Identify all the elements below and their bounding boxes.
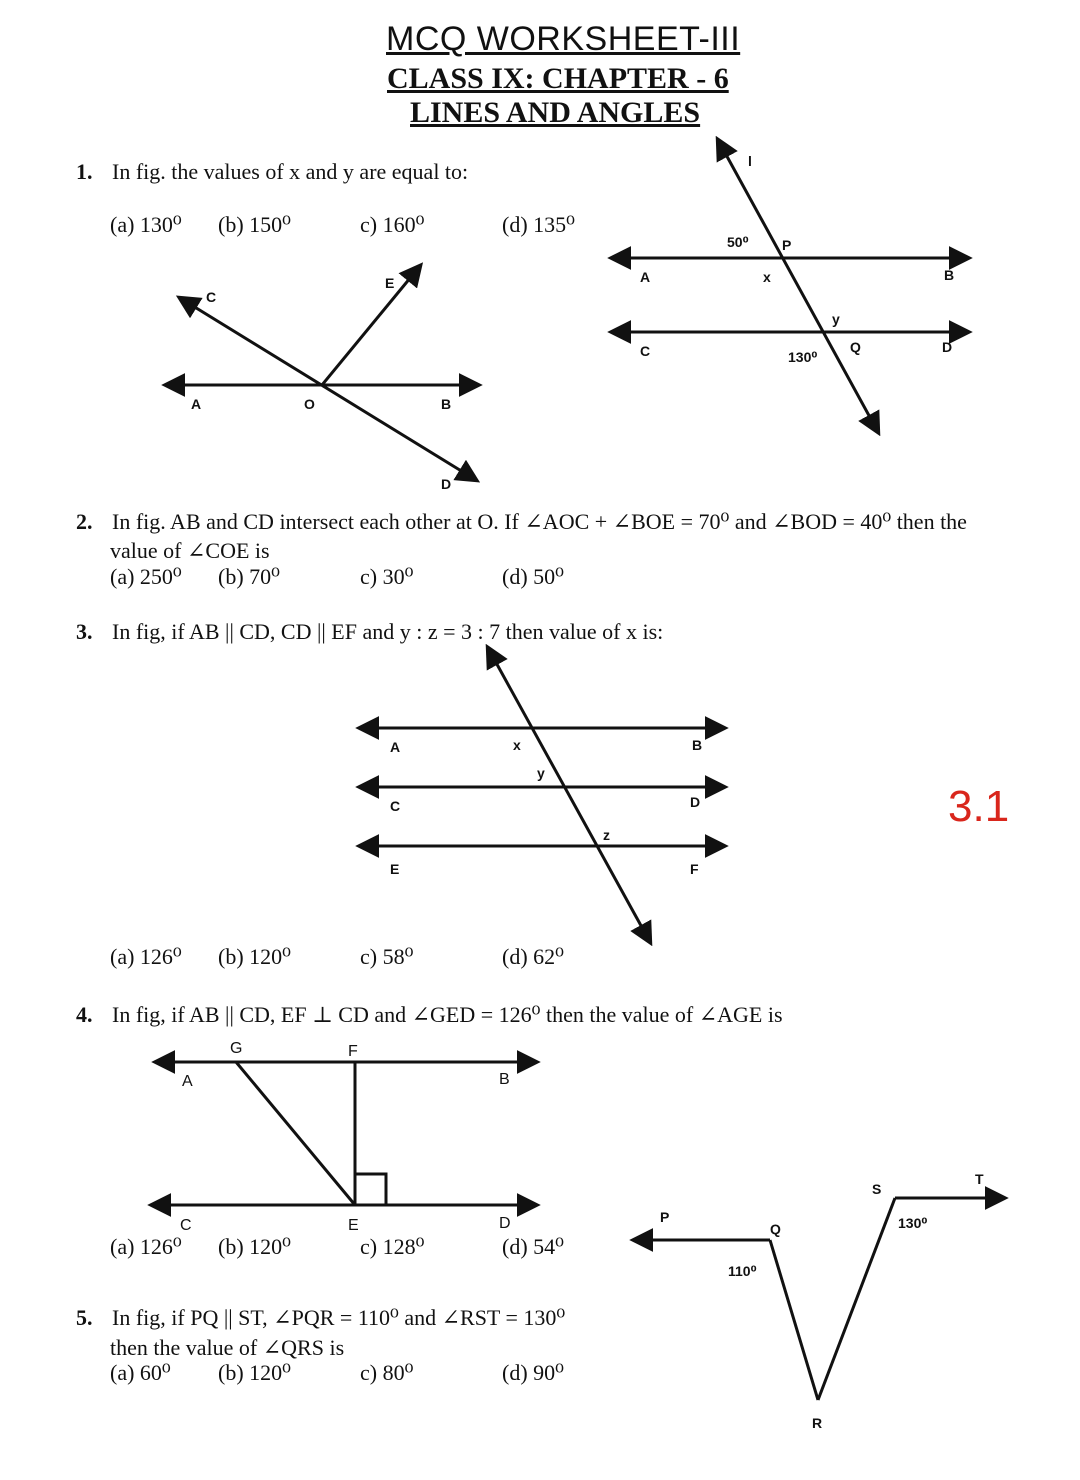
label-e: E: [390, 861, 400, 877]
topic-title: LINES AND ANGLES: [410, 96, 701, 129]
label-b: B: [441, 396, 452, 412]
question-number: 1.: [76, 159, 93, 184]
label-o: O: [304, 396, 315, 412]
label-a: A: [640, 269, 651, 285]
label-d: D: [942, 339, 953, 355]
label-e: E: [385, 275, 395, 291]
label-r: R: [812, 1415, 823, 1431]
label-f: F: [690, 861, 699, 877]
label-d: D: [499, 1215, 511, 1232]
label-a: A: [191, 396, 202, 412]
label-l: l: [748, 153, 752, 169]
worksheet-title: MCQ WORKSHEET-III: [386, 20, 741, 58]
question-text: In fig, if PQ || ST, ∠PQR = 110⁰ and ∠RST = 130⁰: [112, 1305, 566, 1330]
label-b: B: [499, 1071, 510, 1088]
option-a: (a) 126⁰: [110, 1234, 182, 1259]
option-a: (a) 130⁰: [110, 212, 182, 237]
option-c: c) 30⁰: [360, 564, 414, 589]
option-b: (b) 120⁰: [218, 1234, 291, 1259]
right-angle-mark: [355, 1174, 386, 1205]
option-c: c) 128⁰: [360, 1234, 425, 1259]
question-text: In fig. the values of x and y are equal to:: [112, 159, 469, 184]
figure-4: [152, 1062, 536, 1205]
option-a: (a) 250⁰: [110, 564, 182, 589]
option-d: (d) 135⁰: [502, 212, 575, 237]
figure-3: [360, 648, 724, 942]
label-y: y: [537, 765, 545, 781]
chapter-title: CLASS IX: CHAPTER - 6: [387, 62, 729, 95]
question-number: 3.: [76, 619, 93, 644]
label-d: D: [690, 794, 701, 810]
option-b: (b) 120⁰: [218, 1360, 291, 1385]
transversal-l: [718, 140, 878, 432]
option-c: c) 80⁰: [360, 1360, 414, 1385]
segment-ge: [236, 1062, 355, 1205]
label-a: A: [390, 739, 401, 755]
option-d: (d) 62⁰: [502, 944, 564, 969]
option-d: (d) 54⁰: [502, 1234, 564, 1259]
question-text: In fig. AB and CD intersect each other at O. If ∠AOC + ∠BOE = 70⁰ and ∠BOD = 40⁰ then the: [112, 509, 967, 534]
label-s: S: [872, 1181, 882, 1197]
label-c: C: [206, 289, 217, 305]
label-angle-50: 50⁰: [727, 234, 749, 250]
label-p: P: [782, 237, 792, 253]
label-t: T: [975, 1171, 984, 1187]
question-number: 5.: [76, 1305, 93, 1330]
option-a: (a) 126⁰: [110, 944, 182, 969]
option-b: (b) 120⁰: [218, 944, 291, 969]
label-y: y: [832, 311, 840, 327]
label-q: Q: [770, 1221, 781, 1237]
label-q: Q: [850, 339, 861, 355]
option-d: (d) 90⁰: [502, 1360, 564, 1385]
question-text-cont: value of ∠COE is: [110, 538, 270, 563]
label-c: C: [390, 798, 401, 814]
label-d: D: [441, 476, 452, 492]
figure-5: [634, 1198, 1004, 1400]
label-b: B: [692, 737, 703, 753]
transversal: [488, 648, 650, 942]
question-number: 4.: [76, 1002, 93, 1027]
label-c: C: [640, 343, 651, 359]
option-b: (b) 150⁰: [218, 212, 291, 237]
question-text: In fig, if AB || CD, EF ⊥ CD and ∠GED = 126⁰ then the value of ∠AGE is: [112, 1002, 783, 1027]
label-a: A: [182, 1073, 193, 1090]
figure-1: [612, 140, 968, 432]
label-e: E: [348, 1217, 359, 1234]
question-number: 2.: [76, 509, 93, 534]
label-angle-130: 130⁰: [898, 1215, 928, 1231]
question-text-cont: then the value of ∠QRS is: [110, 1335, 345, 1360]
label-g: G: [230, 1040, 243, 1057]
option-c: c) 160⁰: [360, 212, 425, 237]
page-mark: 3.1: [948, 782, 1010, 831]
question-text: In fig, if AB || CD, CD || EF and y : z = 3 : 7 then value of x is:: [112, 619, 664, 644]
option-d: (d) 50⁰: [502, 564, 564, 589]
label-f: F: [348, 1043, 358, 1060]
label-angle-110: 110⁰: [728, 1263, 757, 1279]
label-p: P: [660, 1209, 670, 1225]
label-x: x: [763, 269, 771, 285]
label-z: z: [603, 827, 610, 843]
option-a: (a) 60⁰: [110, 1360, 171, 1385]
segment-qr: [770, 1240, 818, 1400]
option-b: (b) 70⁰: [218, 564, 280, 589]
label-angle-130: 130⁰: [788, 349, 818, 365]
label-c: C: [180, 1217, 192, 1234]
label-x: x: [513, 737, 521, 753]
label-b: B: [944, 267, 955, 283]
ray-oe: [322, 266, 420, 385]
line-cd: [180, 298, 476, 480]
segment-rs: [818, 1198, 895, 1400]
option-c: c) 58⁰: [360, 944, 414, 969]
